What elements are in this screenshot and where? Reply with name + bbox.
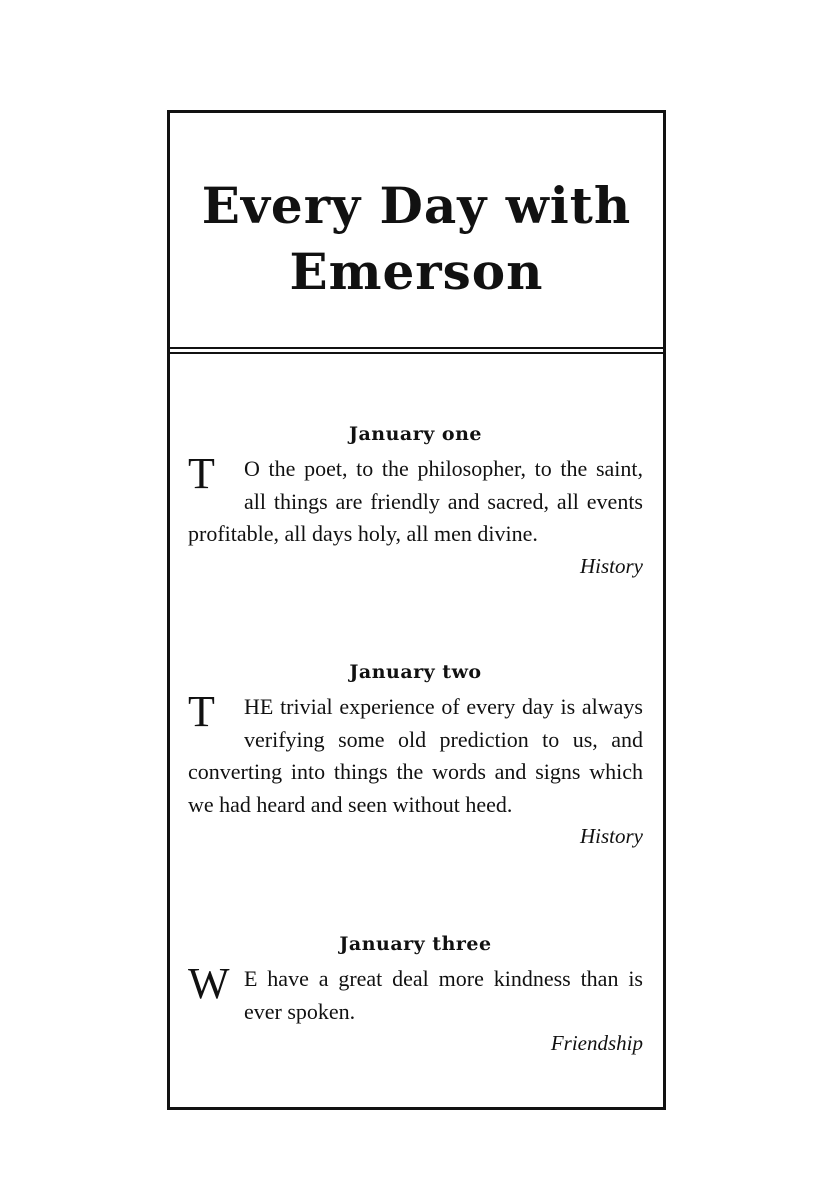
double-rule-divider <box>170 347 663 354</box>
entry-january-one <box>188 423 643 579</box>
entry-text: E have a great deal more kindness than is ever spoken. <box>244 966 643 1024</box>
title-line-1: Every Day with <box>201 176 632 235</box>
entry-date: January one <box>349 423 482 445</box>
title-line-2: Emerson <box>289 242 544 301</box>
entry-date: January three <box>339 933 492 955</box>
entry-text: HE trivial experience of every day is always verifying some old prediction to us, and converting into things the words and signs which we had heard and seen without heed. <box>188 694 643 817</box>
drop-cap: T <box>188 687 215 736</box>
entry-text-block <box>188 959 643 1028</box>
drop-cap: T <box>188 449 215 498</box>
entry-source: History <box>580 553 643 578</box>
entry-january-two <box>188 661 643 849</box>
page-frame <box>167 110 666 1110</box>
entry-date: January two <box>349 661 482 683</box>
title-section <box>170 113 663 348</box>
entry-january-three <box>188 933 643 1056</box>
entry-source: History <box>580 824 643 848</box>
entry-text: O the poet, to the philosopher, to the saint, all things are friendly and sacred, all events profitable, all days holy, all men divine. <box>188 456 643 546</box>
book-title <box>170 173 663 305</box>
entry-text-block <box>188 449 643 551</box>
entry-source: Friendship <box>550 1031 643 1055</box>
entry-text-block <box>188 687 643 821</box>
drop-cap: W <box>188 959 230 1008</box>
